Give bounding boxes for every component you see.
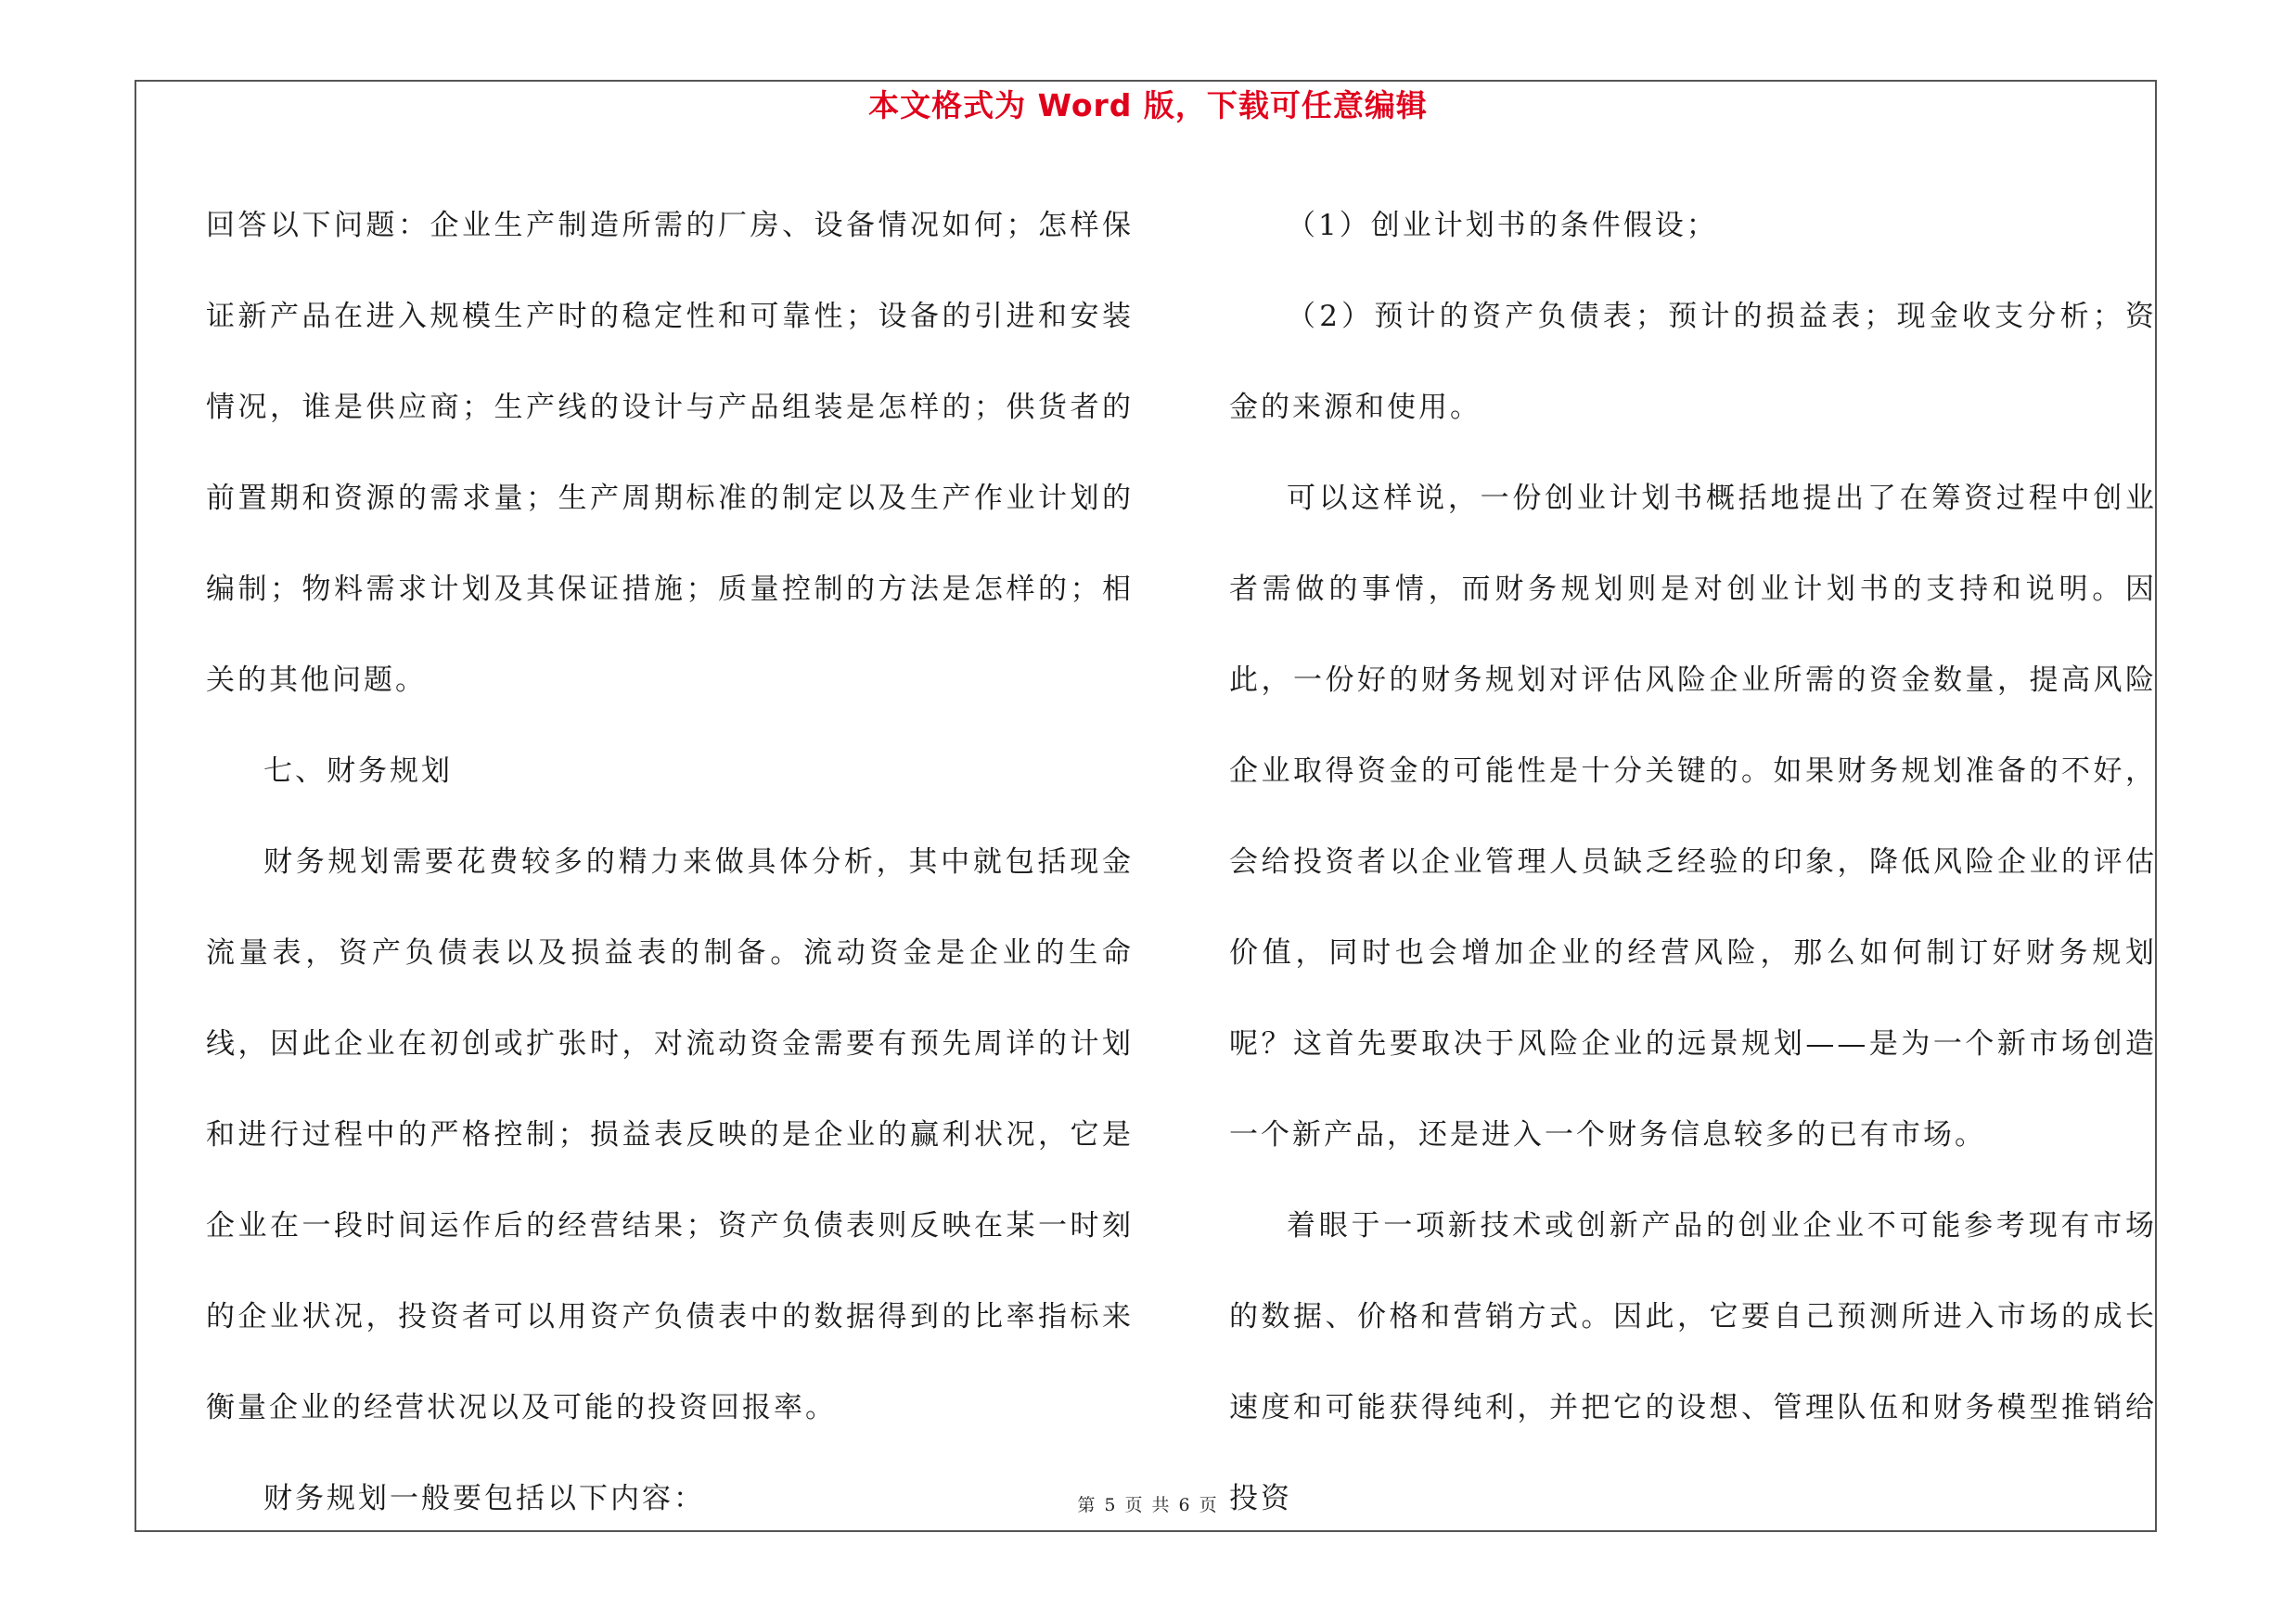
paragraph-production-questions: 回答以下问题：企业生产制造所需的厂房、设备情况如何；怎样保证新产品在进入规模生产时的稳定性和可靠性；设备的引进和安装情况，谁是供应商；生产线的设计与产品组装是怎样的；供货者的前置期和资源的需求量；生产周期标准的制定以及生产作业计划的编制；物料需求计划及其保证措施；质量控制的方法是怎样的；相关的其他问题。 xyxy=(206,209,1134,697)
list-item-assumptions: （1）创业计划书的条件假设； xyxy=(1287,209,1718,242)
paragraph-financial-planning-intro: 财务规划需要花费较多的精力来做具体分析，其中就包括现金流量表，资产负债表以及损益表的制备。流动资金是企业的生命线，因此企业在初创或扩张时，对流动资金需要有预先周详的计划和进行过程中的严格控制；损益表反映的是企业的赢利状况，它是企业在一段时间运作后的经营结果；资产负债表则反映在某一时刻的企业状况，投资者可以用资产负债表中的数据得到的比率指标来衡量企业的经营状况以及可能的投资回报率。 xyxy=(206,845,1134,1424)
format-notice-banner: 本文格式为 Word 版，下载可任意编辑 xyxy=(868,87,1428,123)
page-number-footer: 第 5 页 共 6 页 xyxy=(1077,1495,1219,1515)
paragraph-financial-planning-contents: 财务规划一般要包括以下内容： xyxy=(263,1482,705,1515)
right-text-column xyxy=(1229,180,2157,1544)
section-heading-financial-planning: 七、财务规划 xyxy=(263,754,453,788)
list-item-projections: （2）预计的资产负债表；预计的损益表；现金收支分析；资金的来源和使用。 xyxy=(1229,300,2157,424)
paragraph-financial-importance: 可以这样说，一份创业计划书概括地提出了在筹资过程中创业者需做的事情，而财务规划则是对创业计划书的支持和说明。因此，一份好的财务规划对评估风险企业所需的资金数量，提高风险企业取得资金的可能性是十分关键的。如果财务规划准备的不好，会给投资者以企业管理人员缺乏经验的印象，降低风险企业的评估价值，同时也会增加企业的经营风险，那么如何制订好财务规划呢？这首先要取决于风险企业的远景规划——是为一个新市场创造一个新产品，还是进入一个财务信息较多的已有市场。 xyxy=(1229,482,2157,1152)
paragraph-new-technology: 着眼于一项新技术或创新产品的创业企业不可能参考现有市场的数据、价格和营销方式。因此，它要自己预测所进入市场的成长速度和可能获得纯利，并把它的设想、管理队伍和财务模型推销给投资 xyxy=(1229,1209,2157,1515)
left-text-column xyxy=(206,180,1134,1544)
